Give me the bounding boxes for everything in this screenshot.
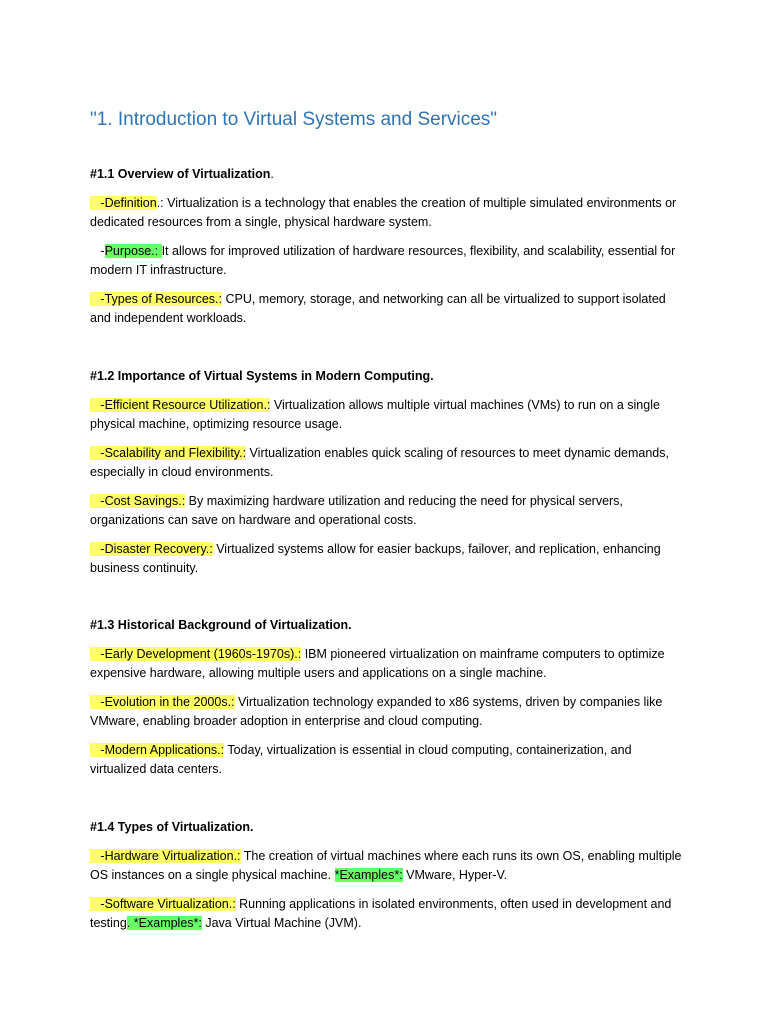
section-heading: #1.3 Historical Background of Virtualization.	[90, 618, 352, 632]
modern-applications-paragraph	[90, 741, 690, 778]
software-virtualization-term: -Software Virtualization.:	[90, 897, 236, 911]
disaster-recovery-text: Virtualized systems allow for easier backups, failover, and replication, enhancing business continuity.	[90, 542, 661, 575]
examples-label: . *Examples*:	[126, 915, 202, 930]
section-heading: #1.2 Importance of Virtual Systems in Modern Computing.	[90, 369, 434, 383]
disaster-recovery-paragraph	[90, 540, 690, 577]
efficient-resource-text: Virtualization allows multiple virtual machines (VMs) to run on a single physical machine, optimizing resource usage.	[90, 398, 660, 431]
section-heading: #1.4 Types of Virtualization.	[90, 820, 254, 834]
section-heading	[90, 165, 690, 183]
types-of-resources-text: CPU, memory, storage, and networking can all be virtualized to support isolated and independent workloads.	[90, 292, 666, 325]
definition-term-tail: .:	[156, 196, 168, 210]
evolution-text: Virtualization technology expanded to x86 systems, driven by companies like VMware, enabling broader adoption in enterprise and cloud computing.	[90, 695, 663, 728]
early-development-paragraph	[90, 645, 690, 682]
purpose-paragraph	[90, 242, 690, 279]
cost-savings-paragraph	[90, 492, 690, 529]
examples-label: *Examples*:	[334, 867, 403, 882]
scalability-term: -Scalability and Flexibility.:	[90, 446, 247, 460]
definition-term: -Definition	[90, 196, 157, 210]
disaster-recovery-term: -Disaster Recovery.:	[90, 542, 213, 556]
purpose-lead: -	[90, 244, 105, 258]
definition-text: Virtualization is a technology that enables the creation of multiple simulated environments or dedicated resources from a single, physical hardware system.	[90, 196, 677, 229]
document-title: "1. Introduction to Virtual Systems and Services"	[90, 109, 498, 130]
section-importance	[90, 367, 690, 577]
hardware-virtualization-term: -Hardware Virtualization.:	[90, 849, 241, 863]
efficient-resource-term: -Efficient Resource Utilization.:	[90, 398, 271, 412]
section-types	[90, 818, 690, 932]
purpose-text: It allows for improved utilization of hardware resources, flexibility, and scalability, essential for modern IT infrastructure.	[90, 244, 676, 277]
cost-savings-text: By maximizing hardware utilization and reducing the need for physical servers, organizations can save on hardware and operational costs.	[90, 494, 623, 527]
types-of-resources-term: -Types of Resources.:	[90, 292, 222, 306]
types-of-resources-paragraph	[90, 290, 690, 327]
software-virtualization-text: Running applications in isolated environments, often used in development and testing	[90, 897, 672, 930]
software-virtualization-paragraph	[90, 895, 690, 932]
scalability-paragraph	[90, 444, 690, 481]
section-heading-suffix: .	[270, 167, 274, 181]
evolution-term: -Evolution in the 2000s.:	[90, 695, 235, 709]
scalability-text: Virtualization enables quick scaling of resources to meet dynamic demands, especially in cloud environments.	[90, 446, 669, 479]
section-history	[90, 616, 690, 778]
hardware-virtualization-paragraph	[90, 847, 690, 884]
purpose-term: Purpose.:	[104, 244, 162, 258]
hardware-examples-text: VMware, Hyper-V.	[402, 867, 508, 882]
section-overview	[90, 165, 690, 327]
hardware-virtualization-text: The creation of virtual machines where each runs its own OS, enabling multiple OS instances on a single physical machine.	[90, 849, 682, 882]
modern-applications-text: Today, virtualization is essential in cloud computing, containerization, and virtualized data centers.	[90, 743, 632, 776]
early-development-term: -Early Development (1960s-1970s).:	[90, 647, 302, 661]
efficient-resource-paragraph	[90, 396, 690, 433]
software-examples-text: Java Virtual Machine (JVM).	[201, 915, 362, 930]
section-heading-text: #1.1 Overview of Virtualization	[90, 167, 271, 181]
cost-savings-term: -Cost Savings.:	[90, 494, 186, 508]
early-development-text: IBM pioneered virtualization on mainframe computers to optimize expensive hardware, allowing multiple users and applications on a single machine.	[90, 647, 665, 680]
definition-paragraph	[90, 194, 690, 231]
modern-applications-term: -Modern Applications.:	[90, 743, 225, 757]
evolution-paragraph	[90, 693, 690, 730]
